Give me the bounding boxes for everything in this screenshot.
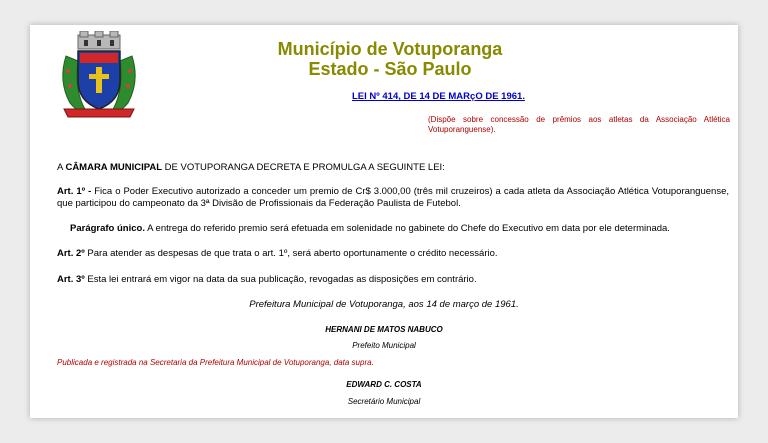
state-name: Estado - São Paulo xyxy=(308,59,472,79)
article-3-label: Art. 3º xyxy=(57,274,85,285)
secretary-name: EDWARD C. COSTA xyxy=(346,380,422,389)
article-2: Art. 2º Para atender as despesas de que trata o art. 1º, será aberto oportunamente o crédito necessário. xyxy=(57,248,498,259)
article-3: Art. 3º Esta lei entrará em vigor na data da sua publicação, revogadas as disposições em contrário. xyxy=(57,274,477,285)
preamble: A CÂMARA MUNICIPAL DE VOTUPORANGA DECRETA E PROMULGA A SEGUINTE LEI: xyxy=(57,162,445,173)
article-2-label: Art. 2º xyxy=(57,248,85,259)
registry-note: Publicada e registrada na Secretaria da Prefeitura Municipal de Votuporanga, data supra. xyxy=(57,358,374,367)
sole-paragraph-label: Parágrafo único. xyxy=(70,223,145,234)
header-title xyxy=(230,39,550,79)
mayor-role: Prefeito Municipal xyxy=(352,341,416,350)
coat-of-arms-icon xyxy=(56,31,142,121)
secretary-role: Secretário Municipal xyxy=(347,397,421,406)
mayor-name: HERNANI DE MATOS NABUCO xyxy=(325,325,443,334)
law-title-link[interactable]: LEI Nº 414, DE 14 DE MARçO DE 1961. xyxy=(352,91,525,102)
chamber-label: CÂMARA MUNICIPAL xyxy=(65,162,163,173)
municipality-name: Município de Votuporanga xyxy=(277,39,503,59)
article-1-label: Art. 1º - xyxy=(57,186,92,197)
law-summary: (Dispõe sobre concessão de prêmios aos atletas da Associação Atlética Votuporanguense). xyxy=(428,115,730,134)
sole-paragraph: Parágrafo único. A entrega do referido premio será efetuada em solenidade no gabinete do Chefe do Executivo em data por ele determinada. xyxy=(70,223,670,234)
place-and-date: Prefeitura Municipal de Votuporanga, aos 14 de março de 1961. xyxy=(249,299,519,310)
document-page xyxy=(30,25,738,418)
article-1: Art. 1º - Fica o Poder Executivo autorizado a conceder um premio de Cr$ 3.000,00 (três mil cruzeiros) a cada atleta da Associação Atlética Votuporanguense, que participou do campeonato da 3ª Divisão de Profissionais da Federação Paulista de Futebol. xyxy=(57,186,729,209)
